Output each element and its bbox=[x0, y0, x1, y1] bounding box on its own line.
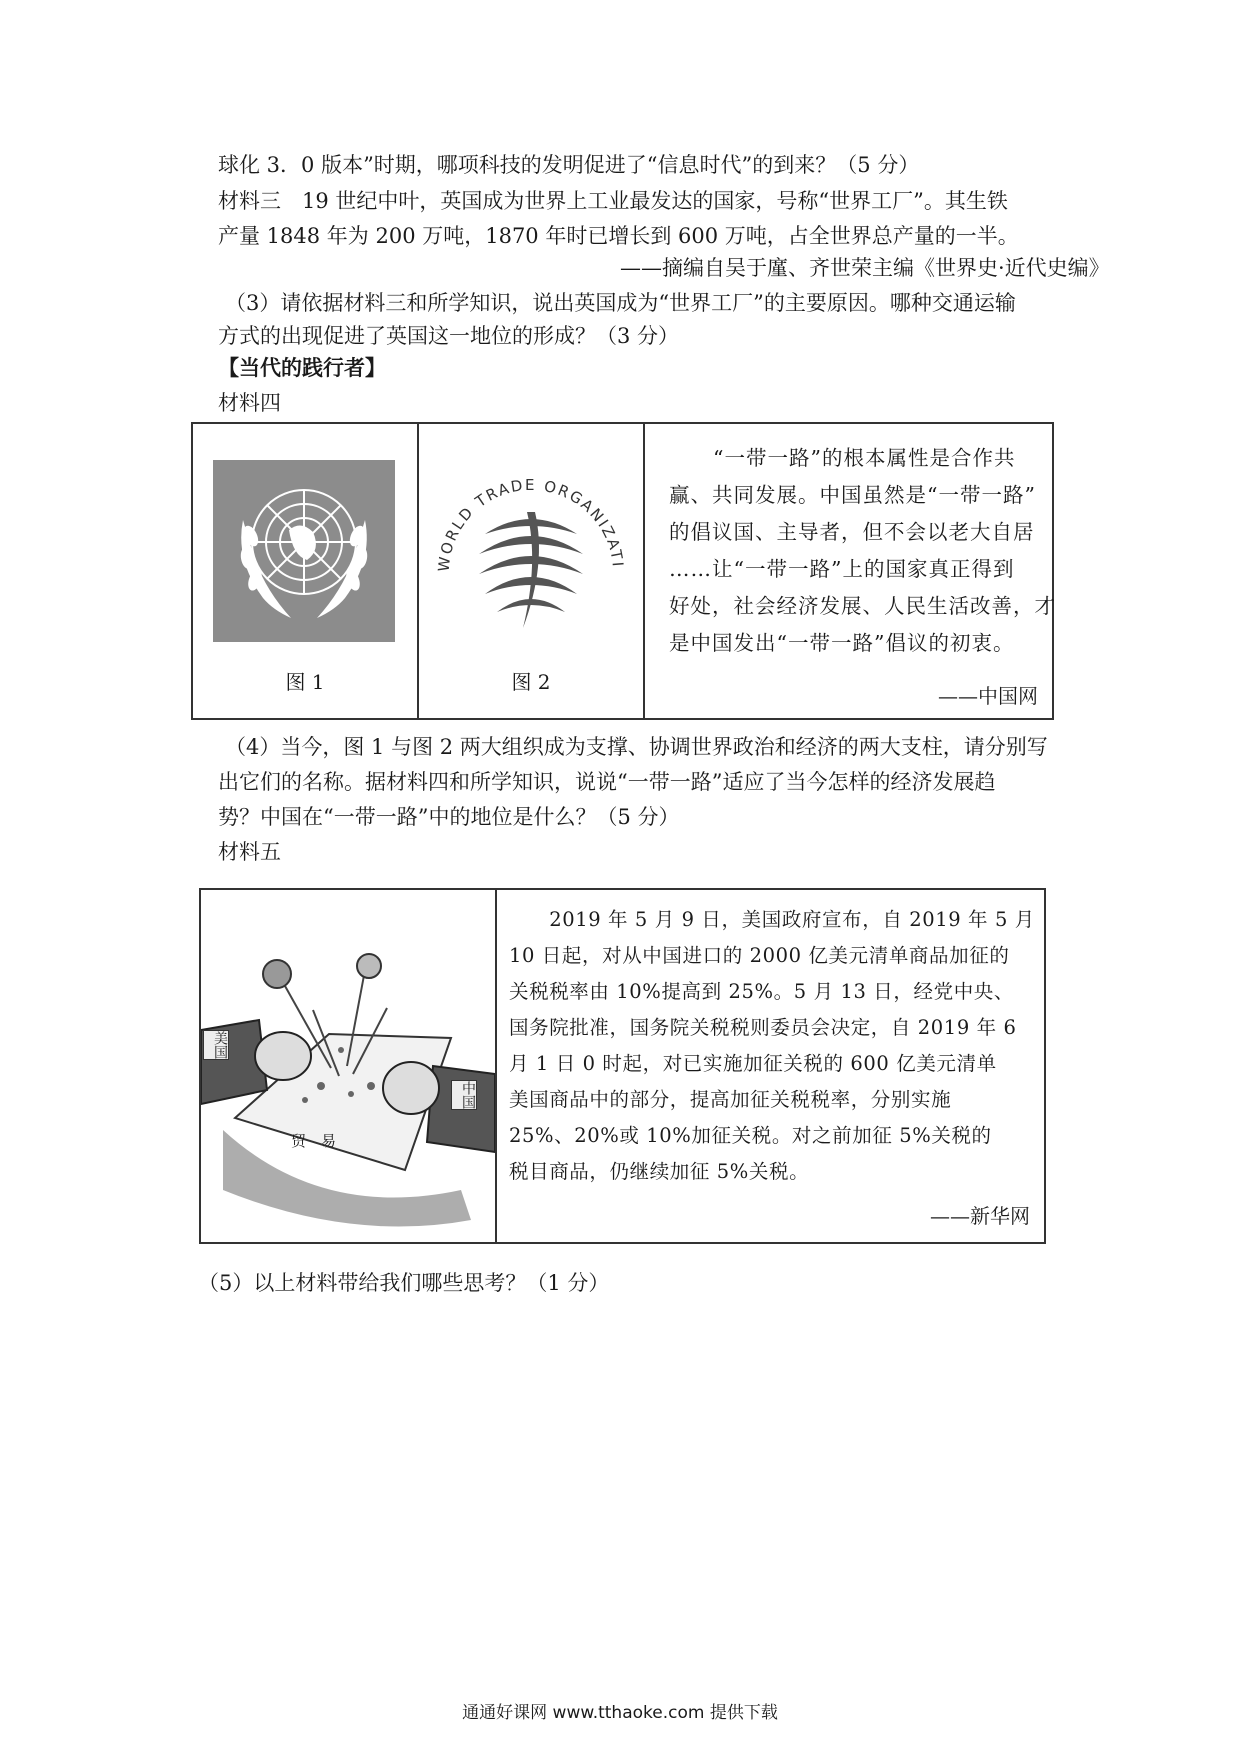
figure-2-cell bbox=[419, 424, 643, 718]
material-5-source: ——新华网 bbox=[930, 1204, 1030, 1228]
material-5-box bbox=[199, 888, 1046, 1244]
material-5-label: 材料五 bbox=[218, 840, 281, 864]
question-4-line-3: 势？中国在“一带一路”中的地位是什么？（5 分） bbox=[218, 805, 680, 829]
wto-logo-text: WORLD TRADE ORGANIZATI bbox=[434, 475, 627, 573]
svg-text:WORLD TRADE ORGANIZATION bbox=[427, 452, 627, 572]
question-2-tail: 球化 3．0 版本”时期，哪项科技的发明促进了“信息时代”的到来？（5 分） bbox=[218, 153, 920, 177]
text-line: 关税税率由 10%提高到 25%。5 月 13 日，经党中央、 bbox=[509, 980, 1014, 1003]
text-line: 美国商品中的部分，提高加征关税税率，分别实施 bbox=[509, 1088, 952, 1111]
question-5: （5）以上材料带给我们哪些思考？（1 分） bbox=[198, 1271, 610, 1295]
material-3-source: ——摘编自吴于廑、齐世荣主编《世界史·近代史编》 bbox=[620, 256, 1110, 280]
text-line: 月 1 日 0 时起，对已实施加征关税的 600 亿美元清单 bbox=[509, 1052, 997, 1075]
text-line: 的倡议国、主导者，但不会以老大自居 bbox=[669, 520, 1035, 544]
question-4-line-2: 出它们的名称。据材料四和所学知识，说说“一带一路”适应了当今怎样的经济发展趋 bbox=[218, 770, 996, 794]
section-title: 【当代的践行者】 bbox=[218, 356, 386, 380]
text-line: ……让“一带一路”上的国家真正得到 bbox=[669, 557, 1015, 581]
footer-credit: 通通好课网 www.tthaoke.com 提供下载 bbox=[462, 1703, 778, 1723]
text-line: 赢、共同发展。中国虽然是“一带一路” bbox=[669, 483, 1036, 507]
un-emblem-image bbox=[213, 460, 395, 642]
text-line: 是中国发出“一带一路”倡议的初衷。 bbox=[669, 631, 1015, 655]
material-5-text-cell bbox=[497, 890, 1044, 1242]
trade-war-cartoon-icon bbox=[201, 890, 495, 1242]
material-4-text-cell bbox=[645, 424, 1056, 718]
text-line: 国务院批准，国务院关税税则委员会决定，自 2019 年 6 bbox=[509, 1016, 1017, 1039]
text-line: 10 日起，对从中国进口的 2000 亿美元清单商品加征的 bbox=[509, 944, 1010, 967]
un-emblem-icon bbox=[213, 460, 395, 642]
question-3-line-1: （3）请依据材料三和所学知识，说出英国成为“世界工厂”的主要原因。哪种交通运输 bbox=[225, 291, 1016, 315]
figure-1-caption: 图 1 bbox=[285, 670, 325, 694]
text-line: 2019 年 5 月 9 日，美国政府宣布，自 2019 年 5 月 bbox=[509, 908, 1035, 931]
material-4-box bbox=[191, 422, 1054, 720]
text-line: 25%、20%或 10%加征关税。对之前加征 5%关税的 bbox=[509, 1124, 992, 1147]
material-5-text bbox=[509, 902, 1035, 1190]
text-line: 好处，社会经济发展、人民生活改善，才 bbox=[669, 594, 1056, 618]
text-line: 税目商品，仍继续加征 5%关税。 bbox=[509, 1160, 810, 1183]
usa-label: 美国 bbox=[203, 1030, 229, 1060]
text-line: “一带一路”的根本属性是合作共 bbox=[713, 446, 1016, 470]
material-3-line-1: 材料三 19 世纪中叶，英国成为世界上工业最发达的国家，号称“世界工厂”。其生铁 bbox=[218, 189, 1008, 213]
material-4-label: 材料四 bbox=[218, 391, 281, 415]
material-4-source: ——中国网 bbox=[938, 684, 1038, 708]
wto-logo-icon bbox=[427, 452, 635, 652]
china-label: 中国 bbox=[451, 1080, 477, 1110]
figure-2-caption: 图 2 bbox=[511, 670, 551, 694]
wto-logo-image bbox=[427, 452, 635, 652]
figure-1-cell bbox=[193, 424, 417, 718]
cartoon-cell bbox=[201, 890, 495, 1242]
material-4-text bbox=[669, 440, 1056, 662]
material-3-line-2: 产量 1848 年为 200 万吨，1870 年时已增长到 600 万吨，占全世界总产量的一半。 bbox=[218, 224, 1019, 248]
question-3-line-2: 方式的出现促进了英国这一地位的形成？（3 分） bbox=[218, 324, 680, 348]
trade-label: 贸 易 bbox=[291, 1132, 337, 1150]
question-4-line-1: （4）当今，图 1 与图 2 两大组织成为支撑、协调世界政治和经济的两大支柱，请分别写 bbox=[225, 735, 1048, 759]
